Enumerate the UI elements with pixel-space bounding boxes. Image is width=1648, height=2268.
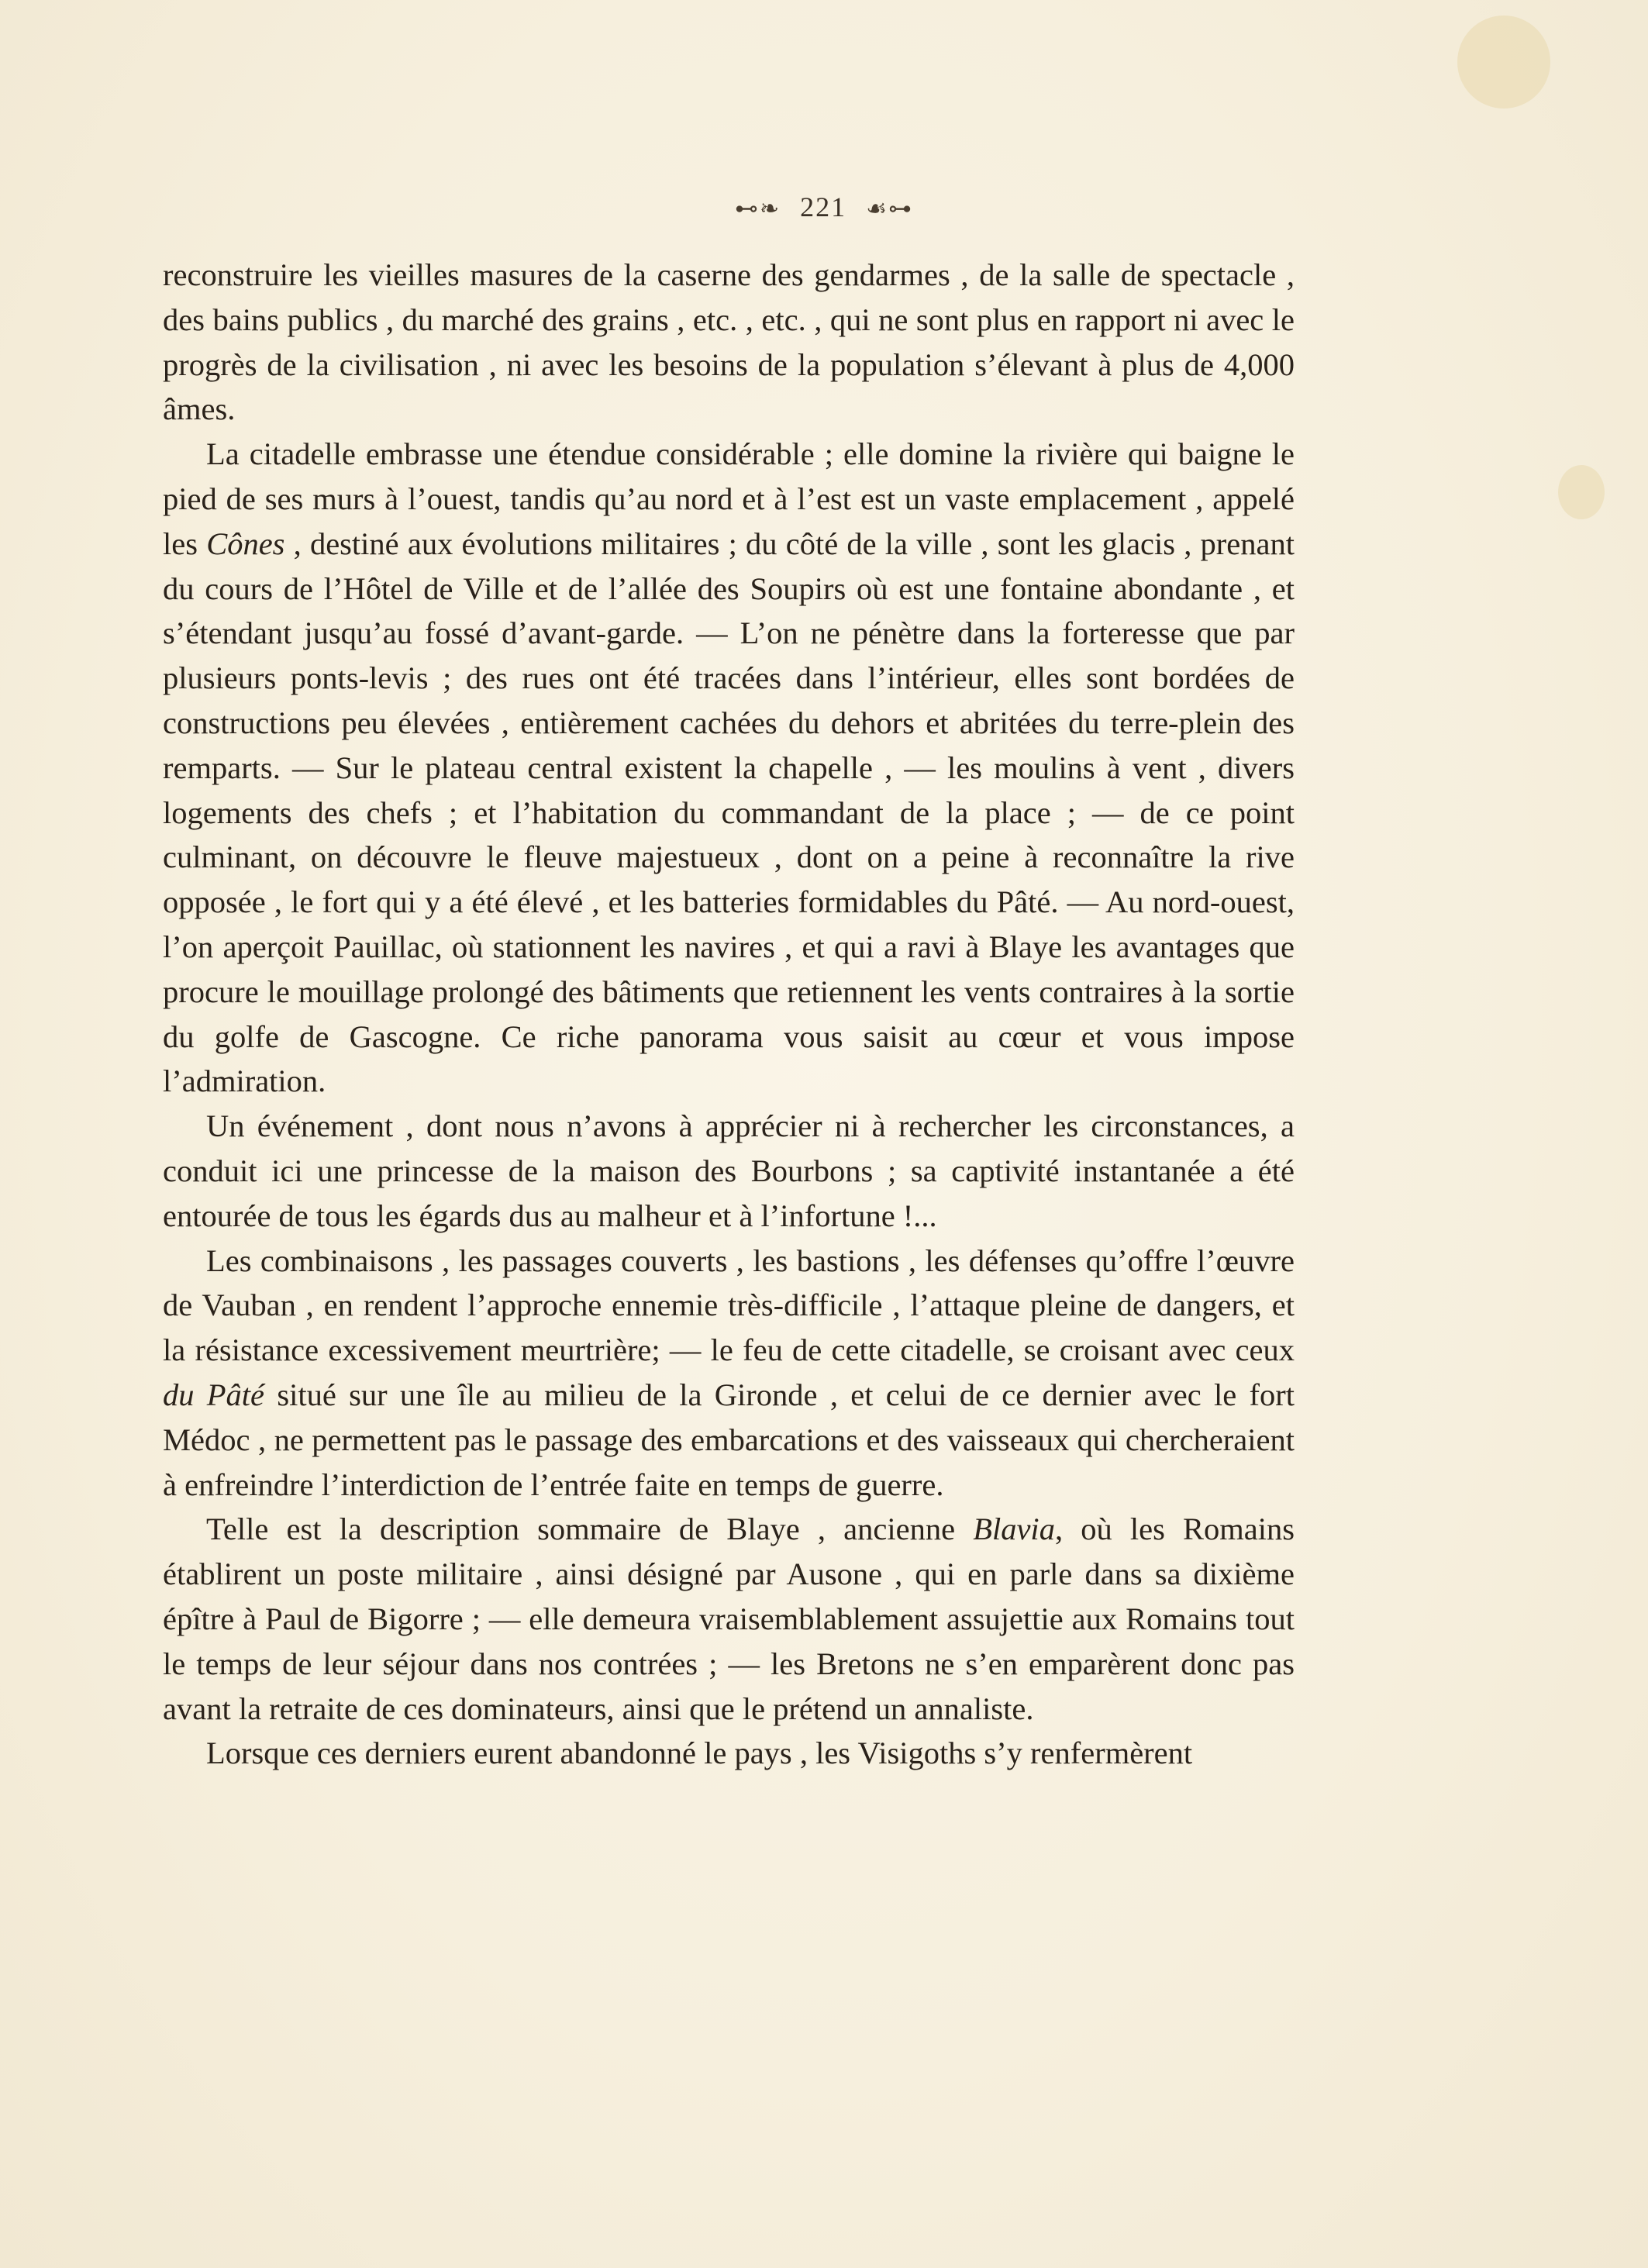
text-run: reconstruire les vieilles masures de la caserne des gendarmes , de la salle de spectacle , des bains publics , du marché des grains , etc. , etc. , qui ne sont plus en rapport ni avec le progrès de la civilisation , ni avec les besoins de la population s’élevant à plus de 4,000 âmes. [163, 257, 1295, 427]
page-number: 221 [800, 191, 847, 222]
paragraph [163, 1104, 1295, 1238]
text-run: Telle est la description sommaire de Blaye , ancienne [206, 1511, 974, 1547]
italic-run: Blavia [973, 1511, 1055, 1547]
paragraph [163, 1239, 1295, 1508]
page-header [0, 191, 1648, 223]
paragraph [163, 1731, 1295, 1776]
text-run: situé sur une île au milieu de la Gironde , et celui de ce dernier avec le fort Médoc , ne permettent pas le passage des embarcations et des vaisseaux qui chercheraient à enfreindre l’interdiction de l’entrée faite en temps de guerre. [163, 1377, 1295, 1502]
text-run: Lorsque ces derniers eurent abandonné le pays , les Visigoths s’y renfermèrent [206, 1735, 1193, 1771]
body-text [163, 253, 1295, 1776]
italic-run: du Pâté [163, 1377, 265, 1412]
text-run: , destiné aux évolutions militaires ; du côté de la ville , sont les glacis , prenant du cours de l’Hôtel de Ville et de l’allée des Soupirs où est une fontaine abondante , et s’étendant jusqu’au fossé d’avant-garde. — L’on ne pénètre dans la forteresse que par plusieurs ponts-levis ; des rues ont été tracées dans l’intérieur, elles sont bordées de constructions peu élevées , entièrement cachées du dehors et abritées du terre-plein des remparts. — Sur le plateau central existent la chapelle , — les moulins à vent , divers logements des chefs ; et l’habitation du commandant de la place ; — de ce point culminant, on découvre le fleuve majestueux , dont on a peine à reconnaître la rive opposée , le fort qui y a été élevé , et les batteries formidables du Pâté. — Au nord-ouest, l’on aperçoit Pauillac, où stationnent les navires , et qui a ravi à Blaye les avantages que procure le mouillage prolongé des bâtiments que retiennent les vents contraires à la sortie du golfe de Gascogne. Ce riche panorama vous saisit au cœur et vous impose l’admiration. [163, 526, 1295, 1099]
text-run: Les combinaisons , les passages couverts , les bastions , les défenses qu’offre l’œuvre de Vauban , en rendent l’approche ennemie très-difficile , l’attaque pleine de dangers, et la résistance excessivement meurtrière; — le feu de cette citadelle, se croisant avec ceux [163, 1243, 1295, 1368]
stain [1558, 465, 1605, 519]
text-run: , où les Romains établirent un poste militaire , ainsi désigné par Ausone , qui en parle dans sa dixième épître à Paul de Bigorre ; — elle demeura vraisemblablement assujettie aux Romains tout le temps de leur séjour dans nos contrées ; — les Bretons ne s’en emparèrent donc pas avant la retraite de ces dominateurs, ainsi que le prétend un annaliste. [163, 1511, 1295, 1726]
text-run: La citadelle embrasse une étendue considérable ; elle domine la rivière qui baigne le pied de ses murs à l’ouest, tandis qu’au nord et à l’est est un vaste emplacement , appelé les [163, 436, 1295, 561]
stain [1457, 16, 1550, 109]
text-run: Un événement , dont nous n’avons à apprécier ni à rechercher les circonstances, a conduit ici une princesse de la maison des Bourbons ; sa captivité instantanée a été entourée de tous les égards dus au malheur et à l’infortune !... [163, 1108, 1295, 1233]
paragraph [163, 432, 1295, 1104]
paragraph [163, 253, 1295, 432]
italic-run: Cônes [206, 526, 285, 561]
paragraph [163, 1507, 1295, 1731]
ornament-right-icon: ☙⊶ [866, 196, 914, 222]
ornament-left-icon: ⊷❧ [734, 196, 781, 222]
